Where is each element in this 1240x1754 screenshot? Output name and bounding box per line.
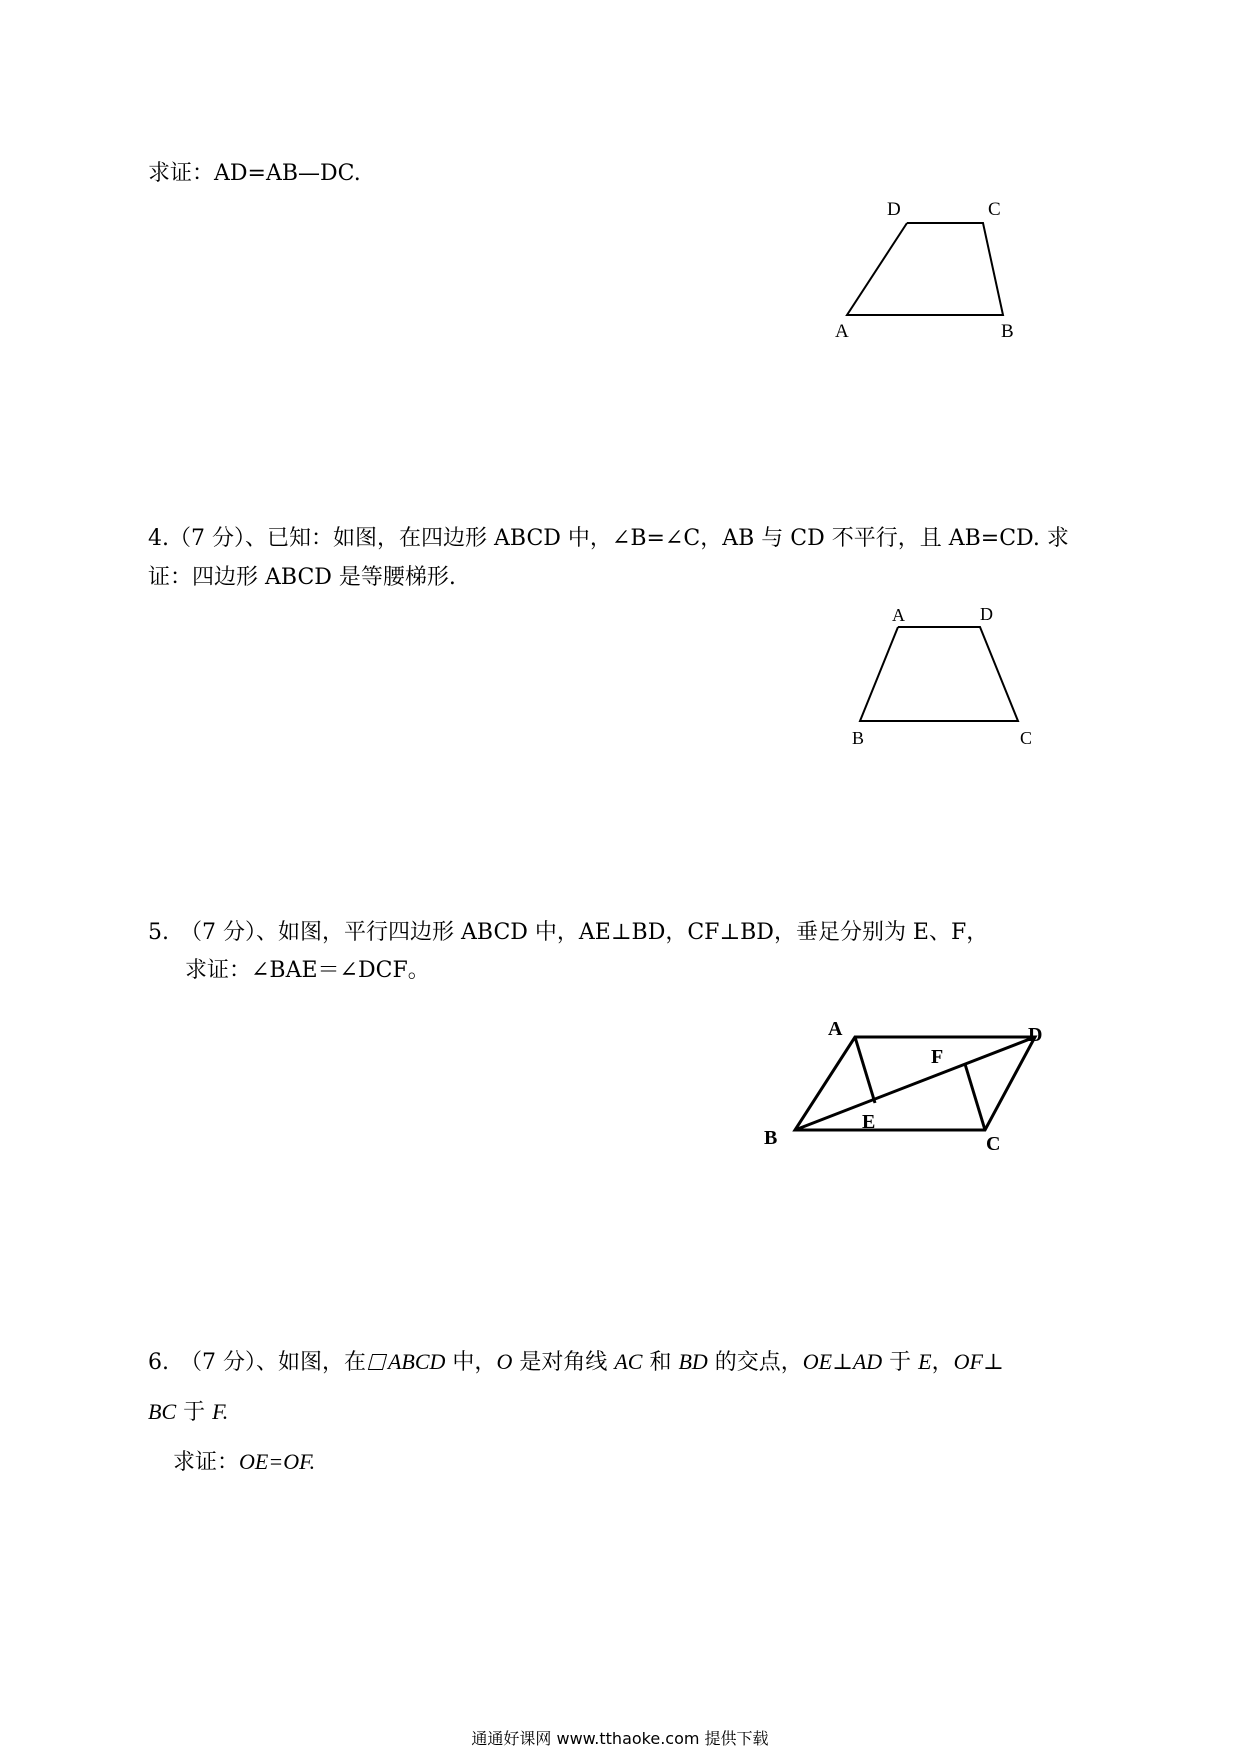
diagonal-BD [795,1037,1035,1130]
label-B: B [764,1127,778,1149]
label-A: A [892,605,905,625]
trapezoid-2-outline [860,627,1018,721]
label-F: F [931,1046,944,1068]
q6-line1-prefix: 6. （7 分）、如图，在 [148,1350,366,1375]
label-C: C [988,199,1001,220]
q6-line-1: 6. （7 分）、如图，在 ABCD 中，O 是对角线 AC 和 BD 的交点，OE⊥AD 于 E，OF⊥ [148,1349,1004,1375]
q3-prove-line: 求证：AD=AB—DC. [148,161,361,186]
label-B: B [852,728,865,748]
q5-line-2: 求证：∠BAE＝∠DCF。 [185,958,430,983]
label-A: A [835,321,849,342]
figure-trapezoid-1 [800,190,1050,350]
figure-trapezoid-2 [830,600,1060,750]
label-D: D [887,199,901,220]
figure-parallelogram [760,1010,1060,1170]
label-B: B [1001,321,1014,342]
label-E: E [862,1111,876,1133]
parallelogram-symbol [368,1354,387,1370]
label-A: A [828,1018,843,1040]
label-C: C [1020,728,1033,748]
q5-line-1: 5. （7 分）、如图，平行四边形 ABCD 中，AE⊥BD，CF⊥BD，垂足分别为 E、F， [148,920,989,945]
trapezoid-1-outline [847,223,1003,315]
q6-line-3: 求证：OE=OF. [173,1449,316,1475]
segment-AE [855,1037,875,1103]
q4-line-1: 4.（7 分）、已知：如图，在四边形 ABCD 中，∠B=∠C，AB 与 CD 不平行，且 AB=CD. 求 [148,526,1069,551]
q6-line-2: BC 于 F. [148,1399,229,1425]
q4-line-2: 证：四边形 ABCD 是等腰梯形. [148,565,456,590]
label-D: D [980,604,993,624]
page-footer: 通通好课网 www.tthaoke.com 提供下载 [471,1729,769,1748]
segment-CF [965,1064,985,1130]
label-C: C [986,1133,1001,1155]
label-D: D [1028,1024,1043,1046]
